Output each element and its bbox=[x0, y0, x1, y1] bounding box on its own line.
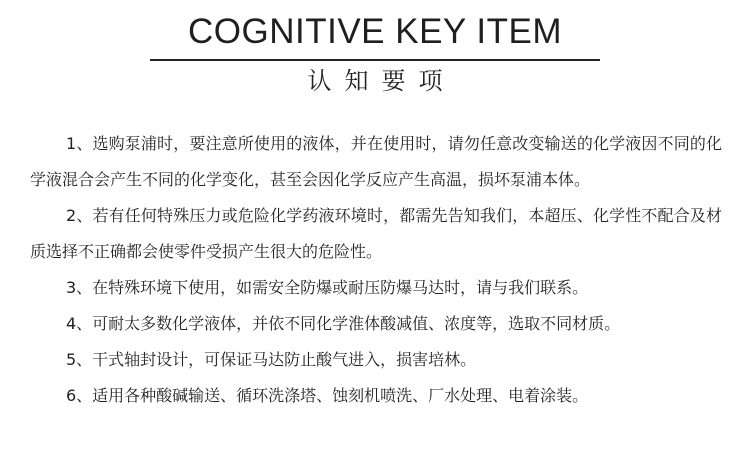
title-divider bbox=[150, 59, 600, 61]
key-item-6: 6、适用各种酸碱输送、循环洗涤塔、蚀刻机喷洗、厂水处理、电着涂装。 bbox=[66, 386, 589, 405]
key-item-2: 2、若有任何特殊压力或危险化学药液环境时，都需先告知我们，本超压、化学性不配合及材质选择不正确都会使零件受损产生很大的危险性。 bbox=[30, 206, 722, 261]
key-items-list bbox=[30, 126, 722, 414]
key-item-1: 1、选购泵浦时，要注意所使用的液体，并在使用时，请勿任意改变输送的化学液因不同的化学液混合会产生不同的化学变化，甚至会因化学反应产生高温，损坏泵浦本体。 bbox=[30, 134, 722, 189]
page-title-english: COGNITIVE KEY ITEM bbox=[188, 12, 562, 51]
key-item-3: 3、在特殊环境下使用，如需安全防爆或耐压防爆马达时，请与我们联系。 bbox=[66, 278, 589, 297]
key-item-5: 5、干式轴封设计，可保证马达防止酸气进入，损害培林。 bbox=[66, 350, 477, 369]
key-item-4: 4、可耐太多数化学液体，并依不同化学淮体酸减值、浓度等，选取不同材质。 bbox=[66, 314, 621, 333]
page-title-chinese: 认知要项 bbox=[307, 67, 456, 95]
